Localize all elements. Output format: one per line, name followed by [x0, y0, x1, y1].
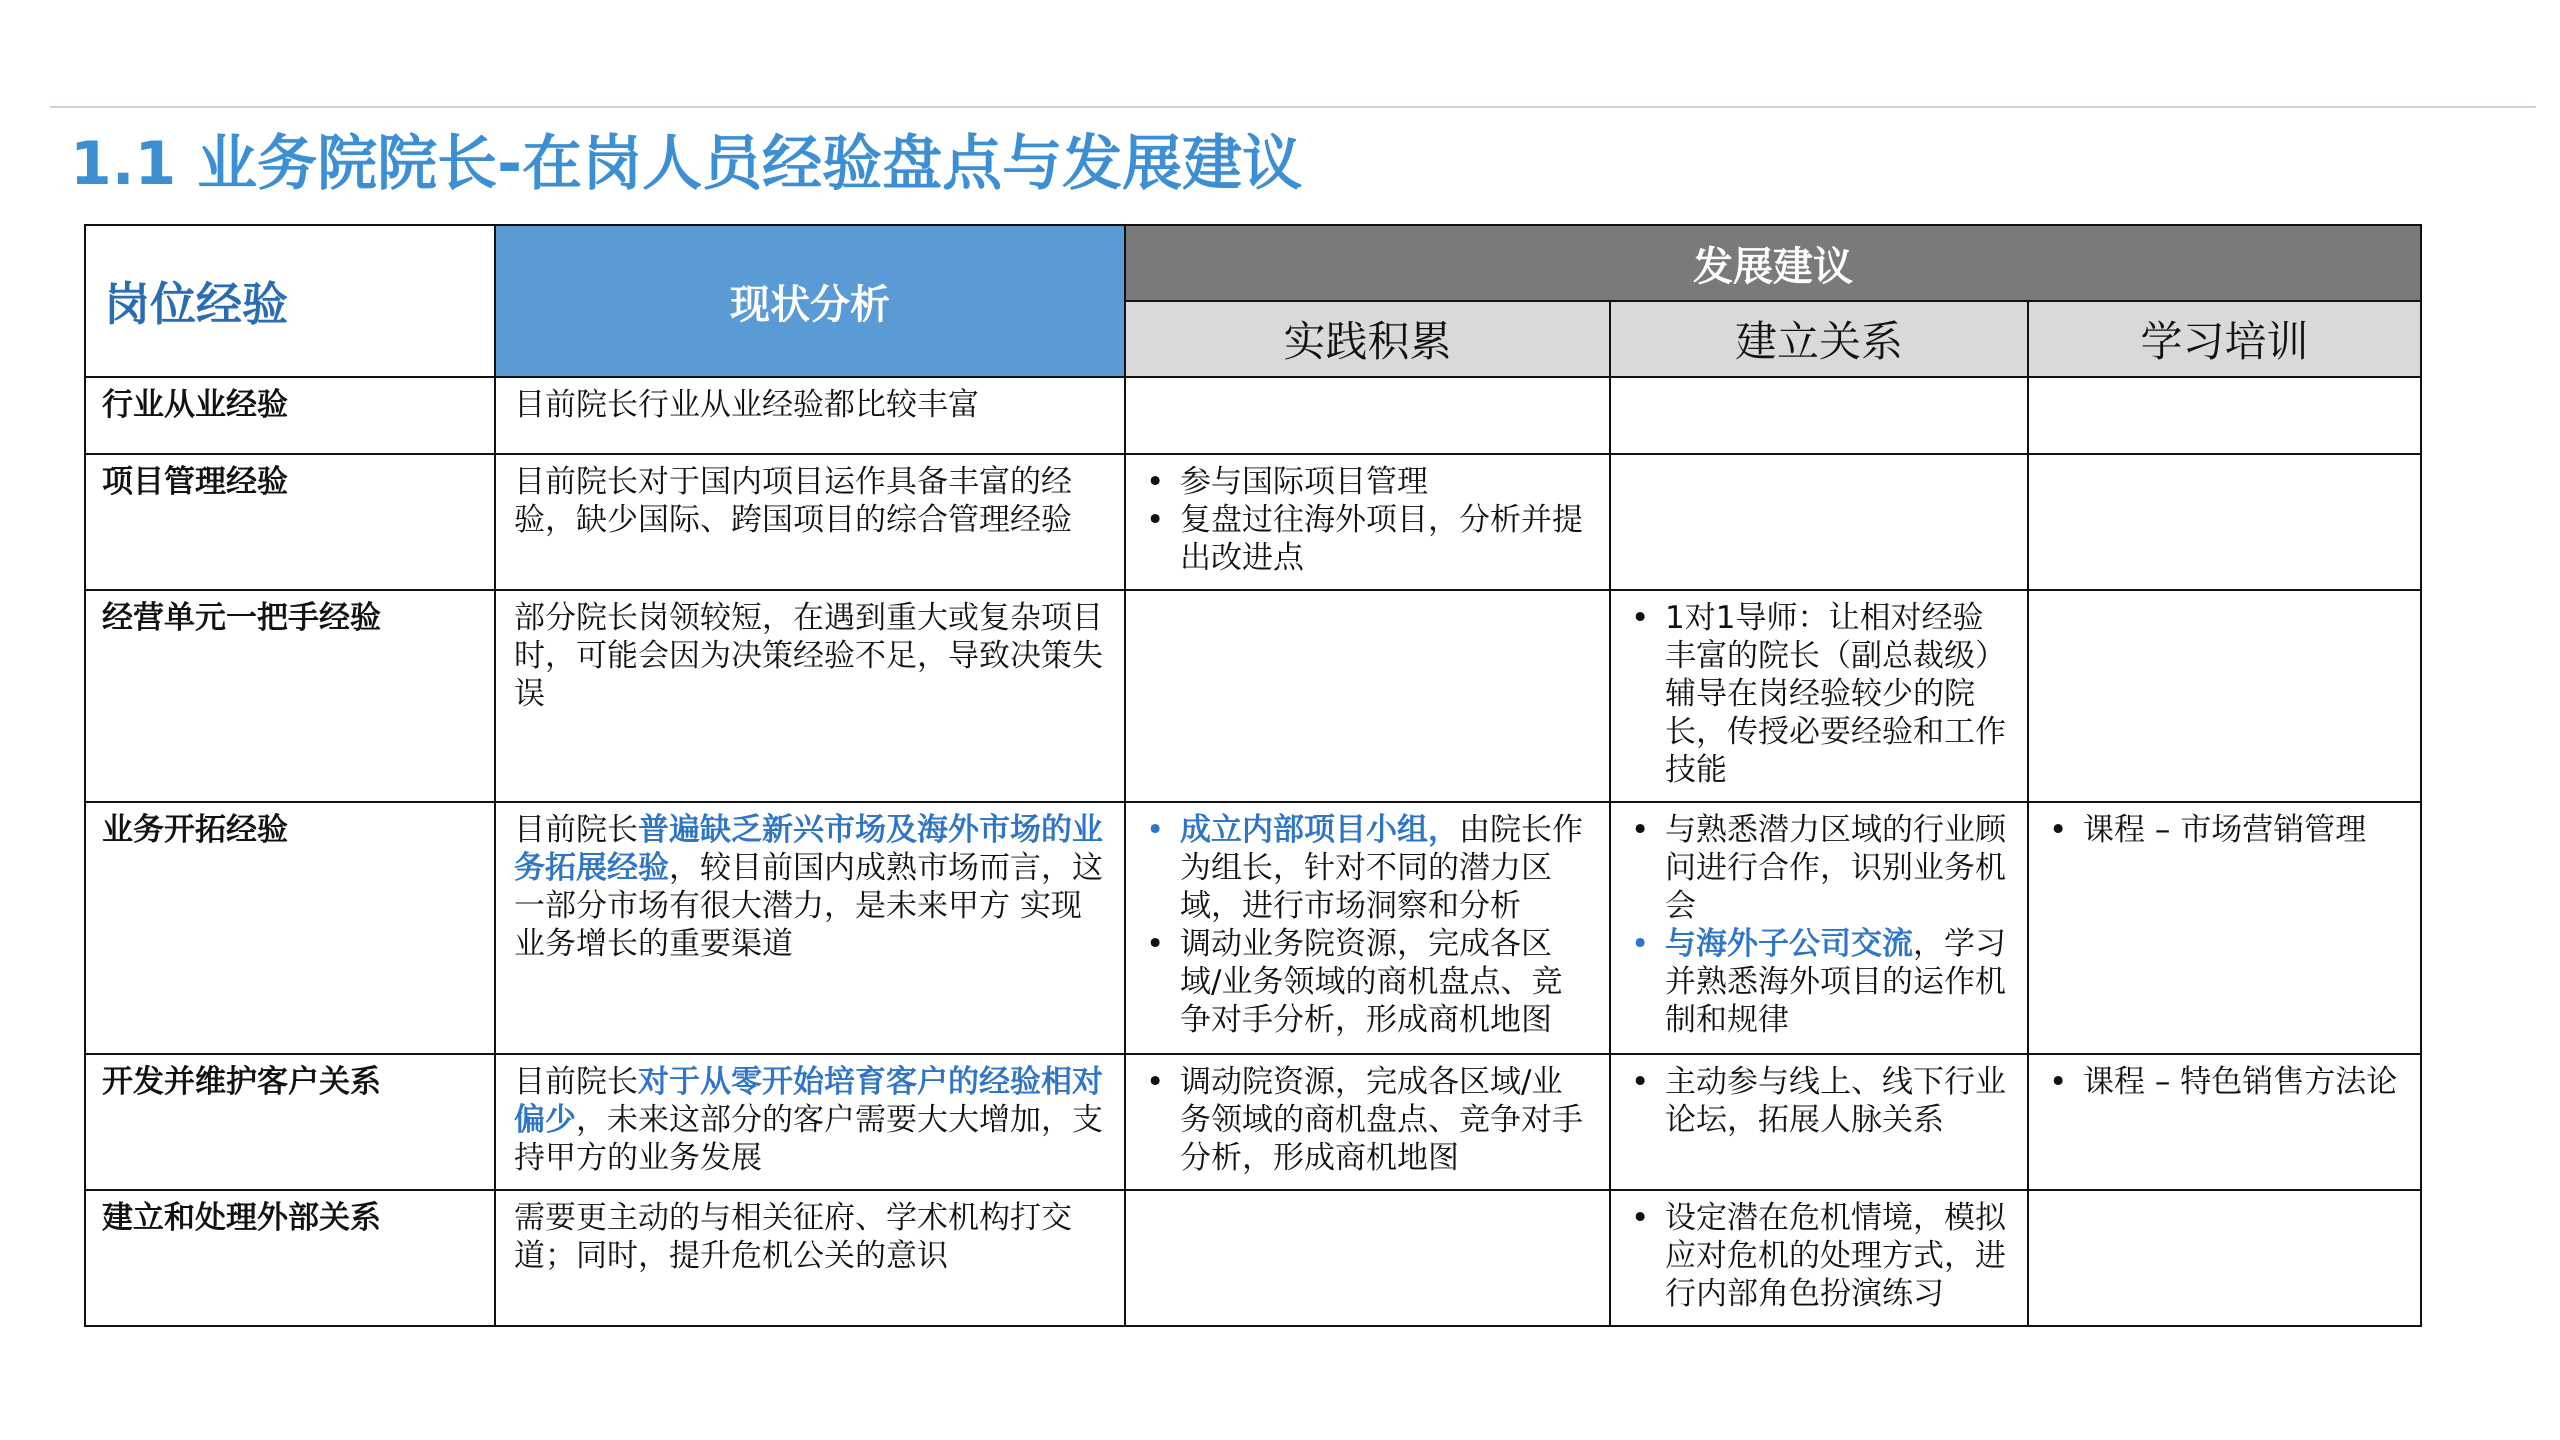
row-label: 开发并维护客户关系: [85, 1054, 495, 1190]
bullet-list: [1629, 811, 2009, 1039]
status-cell: [495, 1190, 1125, 1326]
bullet-item: [1665, 1063, 2009, 1139]
cell-text: 1对1导师：让相对经验丰富的院长（副总裁级）辅导在岗经验较少的院长，传授必要经验和工作技能: [1665, 600, 2006, 788]
row-label: 行业从业经验: [85, 377, 495, 454]
cell-text: 与熟悉潜力区域的行业顾问进行合作，识别业务机会: [1665, 812, 2006, 924]
training-cell: [2028, 377, 2421, 454]
cell-text: ，未来这部分的客户需要大大增加，支持甲方的业务发展: [514, 1102, 1103, 1176]
cell-text: 课程 – 市场营销管理: [2083, 812, 2367, 848]
training-cell: [2028, 1190, 2421, 1326]
bullet-item: [1665, 599, 2009, 789]
cell-text: 调动业务院资源，完成各区域/业务领域的商机盘点、竞争对手分析，形成商机地图: [1180, 926, 1563, 1038]
header-relations: 建立关系: [1610, 301, 2028, 377]
relations-cell: [1610, 590, 2028, 802]
bullet-item: [1180, 811, 1591, 925]
relations-cell: [1610, 1190, 2028, 1326]
bullet-item: [2083, 811, 2402, 849]
header-development-advice: 发展建议: [1125, 225, 2421, 301]
status-cell: [495, 377, 1125, 454]
table-row: [85, 377, 2421, 454]
row-label: 业务开拓经验: [85, 802, 495, 1054]
status-cell: [495, 590, 1125, 802]
page-title: 1.1 业务院院长-在岗人员经验盘点与发展建议: [70, 129, 1303, 199]
header-status-analysis: 现状分析: [495, 225, 1125, 377]
bullet-item: [1180, 501, 1591, 577]
cell-text: 由院长作为组长，针对不同的潜力区域，进行市场洞察和分析: [1180, 812, 1583, 924]
cell-text: 课程 – 特色销售方法论: [2083, 1064, 2398, 1100]
status-cell: [495, 1054, 1125, 1190]
status-cell: [495, 802, 1125, 1054]
relations-cell: [1610, 1054, 2028, 1190]
bullet-item: [1180, 1063, 1591, 1177]
bullet-item: [1180, 463, 1591, 501]
practice-cell: [1125, 802, 1610, 1054]
cell-text: 调动院资源，完成各区域/业务领域的商机盘点、竞争对手分析，形成商机地图: [1180, 1064, 1583, 1176]
cell-text: 主动参与线上、线下行业论坛，拓展人脉关系: [1665, 1064, 2006, 1138]
header-practice: 实践积累: [1125, 301, 1610, 377]
header-experience: 岗位经验: [85, 225, 495, 377]
bullet-list: [1144, 463, 1591, 577]
bullet-list: [2047, 811, 2402, 849]
training-cell: [2028, 454, 2421, 590]
cell-text: 设定潜在危机情境，模拟应对危机的处理方式，进行内部角色扮演练习: [1665, 1200, 2006, 1312]
relations-cell: [1610, 377, 2028, 454]
top-divider-line: [50, 106, 2536, 108]
practice-cell: [1125, 1054, 1610, 1190]
cell-text: 需要更主动的与相关征府、学术机构打交道；同时，提升危机公关的意识: [514, 1200, 1072, 1274]
bullet-list: [1144, 811, 1591, 1039]
training-cell: [2028, 590, 2421, 802]
cell-text: 目前院长: [514, 1064, 638, 1100]
row-label: 建立和处理外部关系: [85, 1190, 495, 1326]
bullet-list: [1629, 1199, 2009, 1313]
experience-table: [84, 224, 2422, 1327]
training-cell: [2028, 802, 2421, 1054]
cell-text: 复盘过往海外项目，分析并提出改进点: [1180, 502, 1583, 576]
bullet-list: [2047, 1063, 2402, 1101]
training-cell: [2028, 1054, 2421, 1190]
bullet-item: [1180, 925, 1591, 1039]
row-label: 经营单元一把手经验: [85, 590, 495, 802]
practice-cell: [1125, 590, 1610, 802]
highlighted-text: 普遍缺乏新兴市场及海外市场的业务拓展经验: [514, 812, 1103, 886]
table-row: [85, 802, 2421, 1054]
cell-text: 目前院长行业从业经验都比较丰富: [514, 387, 979, 423]
table-body: [85, 377, 2421, 1326]
practice-cell: [1125, 454, 1610, 590]
bullet-list: [1629, 1063, 2009, 1139]
row-label: 项目管理经验: [85, 454, 495, 590]
table-row: [85, 454, 2421, 590]
relations-cell: [1610, 454, 2028, 590]
table-row: [85, 590, 2421, 802]
bullet-item: [2083, 1063, 2402, 1101]
table-row: [85, 1190, 2421, 1326]
table-row: [85, 1054, 2421, 1190]
bullet-item: [1665, 811, 2009, 925]
cell-text: 参与国际项目管理: [1180, 464, 1428, 500]
bullet-item: [1665, 1199, 2009, 1313]
cell-text: ，较目前国内成熟市场而言，这一部分市场有很大潜力，是未来甲方 实现业务增长的重要渠道: [514, 850, 1103, 962]
relations-cell: [1610, 802, 2028, 1054]
cell-text: 目前院长对于国内项目运作具备丰富的经验，缺少国际、跨国项目的综合管理经验: [514, 464, 1072, 538]
highlighted-text: 与海外子公司交流: [1665, 926, 1913, 962]
practice-cell: [1125, 1190, 1610, 1326]
practice-cell: [1125, 377, 1610, 454]
highlighted-text: 成立内部项目小组，: [1180, 812, 1459, 848]
cell-text: ，学习并熟悉海外项目的运作机制和规律: [1665, 926, 2006, 1038]
bullet-list: [1629, 599, 2009, 789]
highlighted-text: 对于从零开始培育客户的经验相对偏少: [514, 1064, 1103, 1138]
bullet-item: [1665, 925, 2009, 1039]
status-cell: [495, 454, 1125, 590]
cell-text: 目前院长: [514, 812, 638, 848]
bullet-list: [1144, 1063, 1591, 1177]
header-training: 学习培训: [2028, 301, 2421, 377]
cell-text: 部分院长岗领较短，在遇到重大或复杂项目时，可能会因为决策经验不足，导致决策失误: [514, 600, 1103, 712]
